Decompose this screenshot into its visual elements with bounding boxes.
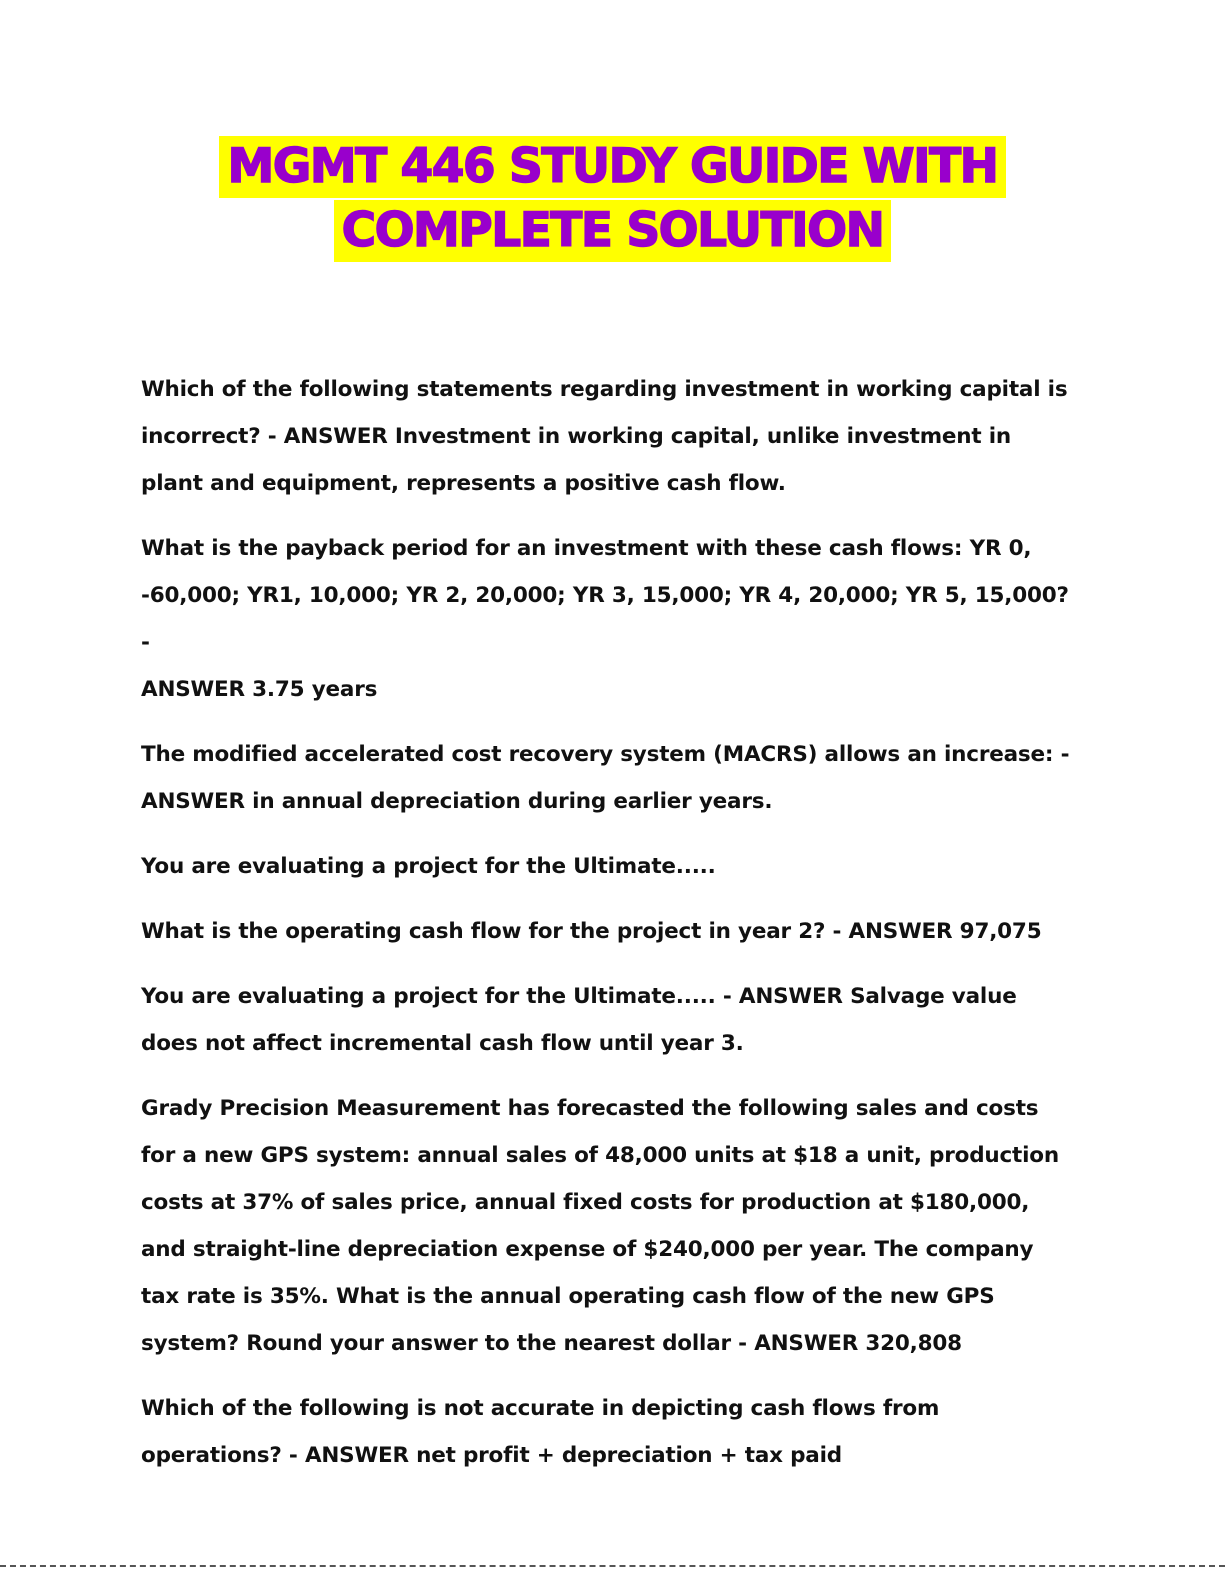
title-line-2: COMPLETE SOLUTION	[334, 200, 892, 262]
page-bottom-divider	[0, 1565, 1225, 1567]
qa-entry-payback-period: What is the payback period for an investment with these cash flows: YR 0, -60,000; YR1, 10,000; YR 2, 20,000; YR 3, 15,000; YR 4, 20,000; YR 5, 15,000? - ANSWER 3.75 years	[141, 536, 1069, 702]
qa-entry-macrs: The modified accelerated cost recovery system (MACRS) allows an increase: - ANSWER in annual depreciation during earlier years.	[141, 742, 1070, 814]
qa-entry-cash-flows-operations: Which of the following is not accurate in depicting cash flows from operations? - ANSWER net profit + depreciation + tax paid	[141, 1396, 940, 1468]
qa-entry-grady-gps: Grady Precision Measurement has forecasted the following sales and costs for a new GPS system: annual sales of 48,000 units at $18 a unit, production costs at 37% of sales price, annual fixed costs for production at $180,000, and straight-line depreciation expense of $240,000 per year. The company tax rate is 35%. What is the annual operating cash flow of the new GPS system? Round your answer to the nearest dollar - ANSWER 320,808	[141, 1096, 1059, 1356]
qa-entry-operating-cash-flow: What is the operating cash flow for the project in year 2? - ANSWER 97,075	[141, 919, 1042, 944]
document-title	[0, 136, 1225, 264]
qa-entry-ultimate-project: You are evaluating a project for the Ultimate.....	[141, 854, 716, 879]
title-line-1: MGMT 446 STUDY GUIDE WITH	[219, 136, 1005, 198]
qa-entry-working-capital: Which of the following statements regarding investment in working capital is incorrect? - ANSWER Investment in working capital, unlike investment in plant and equipment, represents a positive cash flow.	[141, 377, 1068, 496]
qa-entry-salvage-value: You are evaluating a project for the Ultimate..... - ANSWER Salvage value does not affect incremental cash flow until year 3.	[141, 984, 1017, 1056]
qa-list	[141, 366, 1081, 1497]
